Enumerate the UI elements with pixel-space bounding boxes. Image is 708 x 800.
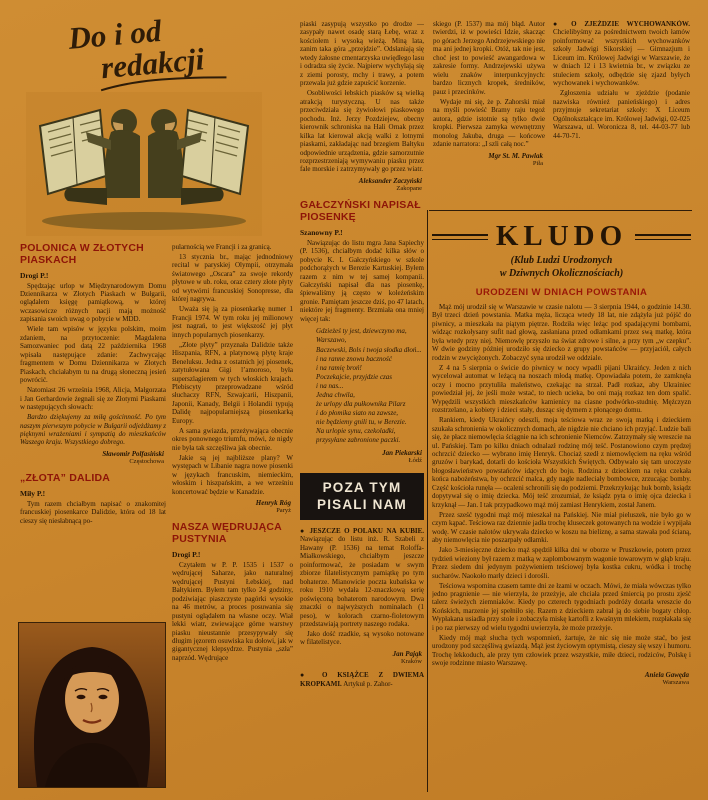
kludo-subtitle (432, 255, 691, 280)
paragraph-quote: Bardzo dziękujemy za miłą gościnność. Po tym naszym pierwszym pobycie w Bułgarii odjeżdżamy z pięknymi wrażeniami i sympatią do mieszkańców Waszego kraju. Wszystkiego dobrego. (20, 413, 166, 447)
kludo-subtitle-line1: (Klub Ludzi Urodzonych (510, 255, 613, 266)
kludo-rule-left (432, 234, 488, 240)
paragraph: Uważa się ją za piosenkarkę numer 1 Francji 1974. W tym roku jej milionowy jest nagrań, to jest większość jej płyt innych popularnych piosenkarzy. (172, 305, 293, 339)
signature-name: Aleksander Zaczyński (358, 176, 422, 185)
bullet-icon: ● (300, 526, 306, 535)
poza-tym-pisali-nam-banner (300, 473, 424, 520)
note-lead: O KSIĄŻCE Z DWIEMA KROPKAMI. (300, 671, 424, 688)
salutation: Drogi P.! (172, 549, 201, 559)
verse-line: i na ranne znowu baczność (316, 354, 392, 363)
signature-city: Paryż (276, 507, 291, 515)
paragraph: Osobliwości łebskich piasków są wielką atrakcją turystyczną. U nas także przeciwdziała się żywiołowi piaskowego pochodu. Inż. Jerzy Pozdziejew, obecny kierownik schroniska na Hali Ornak przez kilka lat kierował akcją walki z lotnymi piaskami, zakładając nad brzegiem Bałtyku odpowiednie urządzenia, gdzie samorzutnie rozprzestrzeniają wymywaniu piasku przez fale morskie i zatrzymywały go przez wiatr. (300, 89, 424, 174)
verse-line: Na urlopie synu, czekoladki, (316, 427, 396, 436)
signature-block (432, 671, 689, 687)
paragraph: Zgłoszenia udziału w zjeździe (podanie nazwiska również panieńskiego) i adres przyjmuje sekretariat szkoły: X Liceum Ogólnokształcące im. Królowej Jadwigi, 02-025 Warszawa, ul. Woronicza 8, tel. 44-03-77 lub 44-70-71. (553, 89, 690, 140)
song-verse (316, 327, 424, 445)
signature-block (300, 449, 422, 465)
bullet-icon: ● (553, 20, 564, 28)
banner-line1: POZA TYM (322, 479, 402, 495)
signature-block (20, 450, 164, 466)
salutation: Miły P.! (20, 488, 46, 498)
kludo-story-heading: URODZENI W DNIACH POWSTANIA (475, 287, 648, 298)
salutation: Drogi P.! (20, 270, 49, 280)
verse-line: nie będziemy gnili tu, w Berezie. (316, 418, 407, 427)
signature-name: Sławomir Polfasiński (102, 449, 164, 458)
signature-name: Henryk Róg (255, 499, 291, 508)
signature-name: Mgr St. M. Pawlak (488, 151, 543, 160)
verse-line: Jedna chwila, (316, 390, 355, 399)
paragraph: A sama gwiazda, przeżywająca obecnie okres ponownego triumfu, mówi, że nigdy nie była tak szczęśliwa jak obecnie. (172, 426, 293, 452)
dalida-photo (18, 622, 166, 788)
verse-line: Baczewski, Bols i twoja słodka dłoń... (316, 345, 422, 354)
note-text: Nawiązując do listu inż. R. Szabeli z Hawany (P. 1536) na temat Roloffa-Miałkowskiego, chciałbym jeszcze poinformować, że posiadam w swym zbiorze filatelistycznym pamiątkę po tym bohaterze. Mianowicie poczta kubańska w roku 1910 wydała 12-znaczkową serię poświęconą bohaterom narodowym. Dwa znaczki o najwyższych nominałach (1 peso), w kolorach czarno-fioletowym przedstawiają portrety naszego rodaka. (300, 535, 424, 628)
note-text: Chcielibyśmy za pośrednictwem twoich łamów poinformować wszystkich wychowanków szkoły Jadwigi Sikorskiej — Gimnazjum i Liceum im. Królowej Jadwigi w Warszawie, że w dniach 12 i 13 kwietnia br., w związku ze stuleciem szkoły, odbędzie się zjazd byłych wychowanek i wychowanków. (553, 28, 690, 88)
signature-block (172, 499, 291, 515)
kludo-rule-right (635, 234, 691, 240)
note-lead: O ZJEŹDZIE WYCHOWANKÓW. (571, 20, 690, 28)
paragraph: Jakie są jej najbliższe plany? W występach w Libanie nagra nowe piosenki w językach francuskim, niemieckim, włoskim i hiszpańskim, a we wrześniu koncertować będzie w Kanadzie. (172, 453, 293, 496)
signature-city: Kraków (401, 658, 422, 666)
paragraph: Teściowa wspomina czasem tamte dni ze łzami w oczach. Mówi, że miała wówczas tylko jedno pragnienie — nie wierzyła, że przeżyje, ale chciała przed śmiercią po prostu zjeść talerz świeżych ziemniaków. Kiedy po czterech tygodniach podróży dotarła wreszcie do Końskich, marzenie jej spełniło się. Razem z dzieckiem zabrał ją do siebie bogaty chłop. Wypłakana usiadła przy stole i zobaczyła miskę kartofli z kwaśnym mlekiem, rozpłakała się i po raz pierwszy od wielu tygodni uwierzyła, że może przeżyje. (432, 581, 691, 632)
readers-drawing (26, 92, 262, 236)
verse-line: i na nas... (316, 381, 344, 390)
paragraph: 13 stycznia br., mając jednodniowy recital w paryskiej Olympii, otrzymała światowego „Oscara” za swoje rekordy płytowe w ub. roku, oraz cztery złote płyty od wytwórni francuskiej Sonopresse, dla której nagrywa. (172, 252, 293, 304)
paragraph: skiego (P. 1537) ma mój błąd. Autor twierdzi, iż w powieści Idzie, skacząc po górach Jerzego Andrzejewskiego nie ma ani jednej kropki. Otóż, tak nie jest, choć jest to powieść awangardowa w zakresie formy. Andrzejewski używa wielu znaków interpunkcyjnych: bardzo licznych kropek, średników, pauz i przecinków. (433, 20, 545, 96)
article-pustynia (172, 522, 293, 662)
signature-city: Łódź (408, 456, 422, 464)
column-5 (553, 20, 690, 208)
signature-city: Częstochowa (129, 458, 164, 466)
article-dalida (20, 473, 166, 525)
column-1 (20, 243, 166, 617)
note-ksiazka (300, 671, 424, 688)
article-title-dalida: „ZŁOTA” DALIDA (20, 472, 111, 485)
column-3 (300, 20, 424, 792)
section-divider-vertical (427, 210, 428, 792)
paragraph: Czytałem w P. P. 1535 i 1537 o wędrującej Saharze, jako naturalnej wędrującej Pustyni Łebskiej, nad Bałtykiem. Byłem tam tylko 24 godziny, podziwiając piaszczyste pagórki wysokie na 46 metrów, a proces posuwania się pustyni oglądałem na własne oczy. Wiał lekki wiatr, zwiewające górne warstwy piasku nieustannie przesypywały się długim jęzorem osuwiska ku dołowi, jak w gigantycznej klepsydrze. Pustynia „szła” naprzód. Wędrujące (172, 560, 293, 662)
article-polonica (20, 243, 166, 466)
verse-line: przysyłane zabronione paczki. (316, 436, 401, 445)
paragraph: Kiedy mój mąż słucha tych wspomnień, żartuje, że nic się nie może stać, bo jest urodzony pod szczęśliwą gwiazdą. Mąż jest życiowym optymistą, cieszy się wszy i humoru. Trochę lekkoduch, ale przy tym człowiek przez wszystkie, miłe dzieci, rodziców, Polskę i swoje rodzinne miasto Warszawę. (432, 633, 691, 668)
kludo-subtitle-line2: w Dziwnych Okolicznościach) (499, 267, 624, 279)
paragraph: Jako dość rzadkie, są wysoko notowane w filatelistyce. (300, 629, 424, 647)
paragraph: Nawiązując do listu mgra Jana Sapiechy (P. 1536), chciałbym dodać kilka słów o pobycie K. I. Gałczyńskiego w szkole podchorążych w Berezie Kartuskiej. Byłem razem z nim w tej samej kompanii. Gałczyński napisał dla nas piosenkę, śpiewaliśmy ją często w koleżeńskim gronie. Pamiętam jeszcze dziś, po 47 latach, niektóre jej fragmenty. Brzmiała ona mniej więcej tak: (300, 238, 424, 323)
paragraph (300, 527, 424, 629)
note-ksiazka-continuation (433, 20, 545, 168)
signature-block (300, 177, 422, 193)
paragraph: piaski zasypują wszystko po drodze — zasypały nawet osadę starą Łebę, wraz z kościołem i wysoką wieżą. Miną lata, zanim taka góra „przejdzie”. Odsłaniają się wtedy żałosne cmentarzyska uwiędłego lasu i odradza się życie. Najpierw wychylają się z ziemi porosty, mchy i trawy, a potem przewala już gdzie zapuścić korzenie. (300, 20, 424, 88)
column-title-script (67, 9, 231, 96)
paragraph: Tym razem chciałbym napisać o znakomitej francuskiej piosenkarce Dalidzie, która od 18 lat cieszy się niesłabnącą po- (20, 499, 166, 525)
verse-line: Poczekajcie, przyjdzie czas (316, 372, 393, 381)
kludo-header (432, 222, 691, 251)
verse-line: i do płomika siato na zawsze, (316, 409, 399, 418)
signature-name: Jan Piekarski (382, 448, 422, 457)
masthead-line2: redakcji (99, 40, 206, 85)
paragraph: Natomiast 26 września 1968, Alicja, Małgorzata i Jan Gerhardowie żegnali się ze Złotymi Piaskami w następujących słowach: (20, 386, 166, 412)
note-zjazd (553, 20, 690, 140)
column-4 (433, 20, 545, 208)
signature-city: Zakopane (396, 185, 422, 193)
verse-line: i na ramię broń! (316, 363, 362, 372)
banner-line2: PISALI NAM (316, 497, 407, 513)
kludo-title: KLUDO (495, 220, 628, 252)
article-dalida-continuation (172, 243, 293, 515)
article-title-polonica: POLONICA W ZŁOTYCH PIASKACH (20, 243, 144, 266)
article-title-galczynski: GAŁCZYŃSKI NAPISAŁ PIOSENKĘ (300, 199, 421, 223)
note-kuba (300, 527, 424, 666)
signature-name: Jan Pająk (392, 649, 422, 658)
verse-line: że urlopy dla pułkownika Pilarz (316, 400, 406, 409)
paragraph: Z 4 na 5 sierpnia o świcie do piwnicy w nocy wpadli pijani Ukraińcy. Jeden z nich wycelował automat w leżącą na noszach młodą matkę. Opowiadała potem, że zamknęła oczy i mocno przytuliła maleństwo, czekając na strzał. Padł rozkaz, aby Ukrainiec powiedział jej, że jeśli może wstać, to niech ucieka, bo oni mają rozkaz ten dom spalić. Wypędzili wszystkich mieszkańców kamienicy na ciasne podwórko-studnię. Mężczyzn rozstrzelano, a kobiety i dzieci stały, dusząc się dymem z płonącego domu. (432, 363, 691, 415)
signature-city: Piła (532, 159, 543, 167)
article-galczynski (300, 200, 424, 465)
note-text: Artykuł p. Zahor- (343, 679, 393, 688)
portrait-image (19, 623, 165, 787)
paragraph: Spędzając urlop w Międzynarodowym Domu Dziennikarza w Złotych Piaskach w Bułgarii, oglądałem księgę pamiątkową, w której wczasowicze różnych nacji mają możność zapisania swoich uwag o pobycie w MDD. (20, 281, 166, 324)
mirrored-readers-illustration (26, 92, 262, 236)
signature-city: Warszawa (662, 679, 689, 687)
verse-line: Gdzieżeś ty jest, dziewczyno ma, (316, 327, 407, 336)
signature-name: Aniela Gawęda (644, 670, 689, 679)
paragraph (553, 20, 690, 88)
section-divider-horizontal (429, 210, 692, 211)
verse-line: Warszawo, (316, 336, 347, 345)
paragraph: Wydaje mi się, że p. Zahorski miał na myśli powieść Bramy raju tegoż autora, gdzie istotnie są tylko dwie kropki. Pierwsza zamyka wewnętrzny monolog Jakuba, druga — końcowe zdanie narratora: „I szli całą noc.” (433, 97, 545, 149)
article-piaski-continuation (300, 20, 424, 193)
paragraph: „Złote płyty” przyznała Dalidzie także Hiszpania, RFN, a platynową płytę kraje Beneluksu. Jedna z ostatnich jej piosenek, zatytułowana Gigi l’amoroso, była superszlagierem w tych włoskich krajach. Plebiscyty przeprowadzane wśród słuchaczy RFN, Szwajcarii, Hiszpanii, Japonii, Kanady, Belgii i Holandii typują Dalidę najpopularniejszą piosenkarką Europy. (172, 340, 293, 425)
signature-block (433, 152, 543, 168)
bullet-icon: ● (300, 671, 313, 680)
paragraph: Rankiem, kiedy Ukraińcy odeszli, moja teściowa wraz ze swoją matką i dzieckiem szukała schronienia w okolicznych domach, ale nigdzie nie chciano ich przyjąć. Ludzie bali się, że płacz niemowlęcia ściągnie na ich schronienie Niemców. Zatrzymały się wreszcie na ul. Pańskiej. Tam po kilku dniach odnalazł rodzinę mój teść. Postanowiono czym prędzej ochrzcić dziecko — wybrano imię Henryk. Chociaż szedł z niemowlęciem na ręku wśród gruzów i barykad, dotarli do kościoła Wszystkich Świętych. Odbywało się tam uroczyste błogosławieństwo powstańców idących do boju. Rodzina z dzieckiem na ręku czekała końca nabożeństwa, by ochrzcić malca, gdy nagle nadleciały bombowce, zrzucając bomby. Część kościoła runęła — ocaleni schronili się do podziemi. Przekrzykując huk bomb, ksiądz dopytywał się o imię dziecka. Mój teść zrozumiał, że ksiądz pyta o imię ojca dziecka i krzyknął — Jan. I tak przypadkowo mąż mój zamiast Henrykiem, został Janem. (432, 416, 691, 509)
note-lead: JESZCZE O POLAKU NA KUBIE. (309, 526, 424, 535)
paragraph: Jako 3-miesięczne dziecko mąż spędził kilka dni w oborze w Pruszkowie, potem przez tydzień wieziony był razem z matką w zaplombowanym wagonie towarowym w głąb kraju. Przez siedem dni jedynym pożywieniem teściowej była kostka cukru, wódka i trochę sucharów. Naokoło marły dzieci i dorośli. (432, 546, 691, 580)
paragraph: Mąż mój urodził się w Warszawie w czasie nalotu — 3 sierpnia 1944, o godzinie 14.30. Był trzeci dzień powstania. Matka męża, licząca wtedy 18 lat, nie zdążyła już pójść do piwnicy, a mieszkała na piątym piętrze. Rodziła więc leżąc pod spadającymi bombami, widząc rozkołysany sufit nad głową, zasłaniana przed odłamkami przez swą matkę, która była wtedy przy niej. Niemowlę przyszło na świat zdrowe i silne, a przy tym „w czepku”. W dwie godziny później urodziło się dziecko z grupy powstańców — przyjaciół, całych rodzin w zwyciężonych. Zobaczyć syna urodził we oddziale. (432, 303, 691, 362)
masthead-line1: Do i od (66, 12, 163, 56)
salutation: Szanowny P.! (300, 227, 343, 237)
paragraph: pularnością we Francji i za granicą. (172, 243, 272, 251)
column-2 (172, 243, 293, 792)
paragraph (300, 671, 424, 688)
signature-block (300, 650, 422, 666)
paragraph: Wiele tam wpisów w języku polskim, moim zdaniem, na przytoczenie: Magdalena Samozwaniec pod datą 22 października 1968 wpisała następujące zdanie: Zachwycając fragmentem w Domu Dziennikarza w Złotych Piaskach, chciałabym tu na drugą słoneczną jesień powrócić. (20, 325, 166, 385)
article-title-pustynia: NASZA WĘDRUJĄCA PUSTYNIA (172, 521, 282, 546)
kludo-section (432, 218, 691, 792)
paragraph: Przez sześć tygodni mąż mój mieszkał na Pańskiej. Nie miał pieluszek, nie było go w czym kąpać. Teściowa raz dziennie jadła trochę kluseczek gotowanych na wodzie i wypijała wodę. W czasie nalotów ukrywała dziecko w koszu na bieliznę, a sama stawała pod ścianą, aby niemowlęcia nie poszarpały odłamki. (432, 510, 691, 545)
